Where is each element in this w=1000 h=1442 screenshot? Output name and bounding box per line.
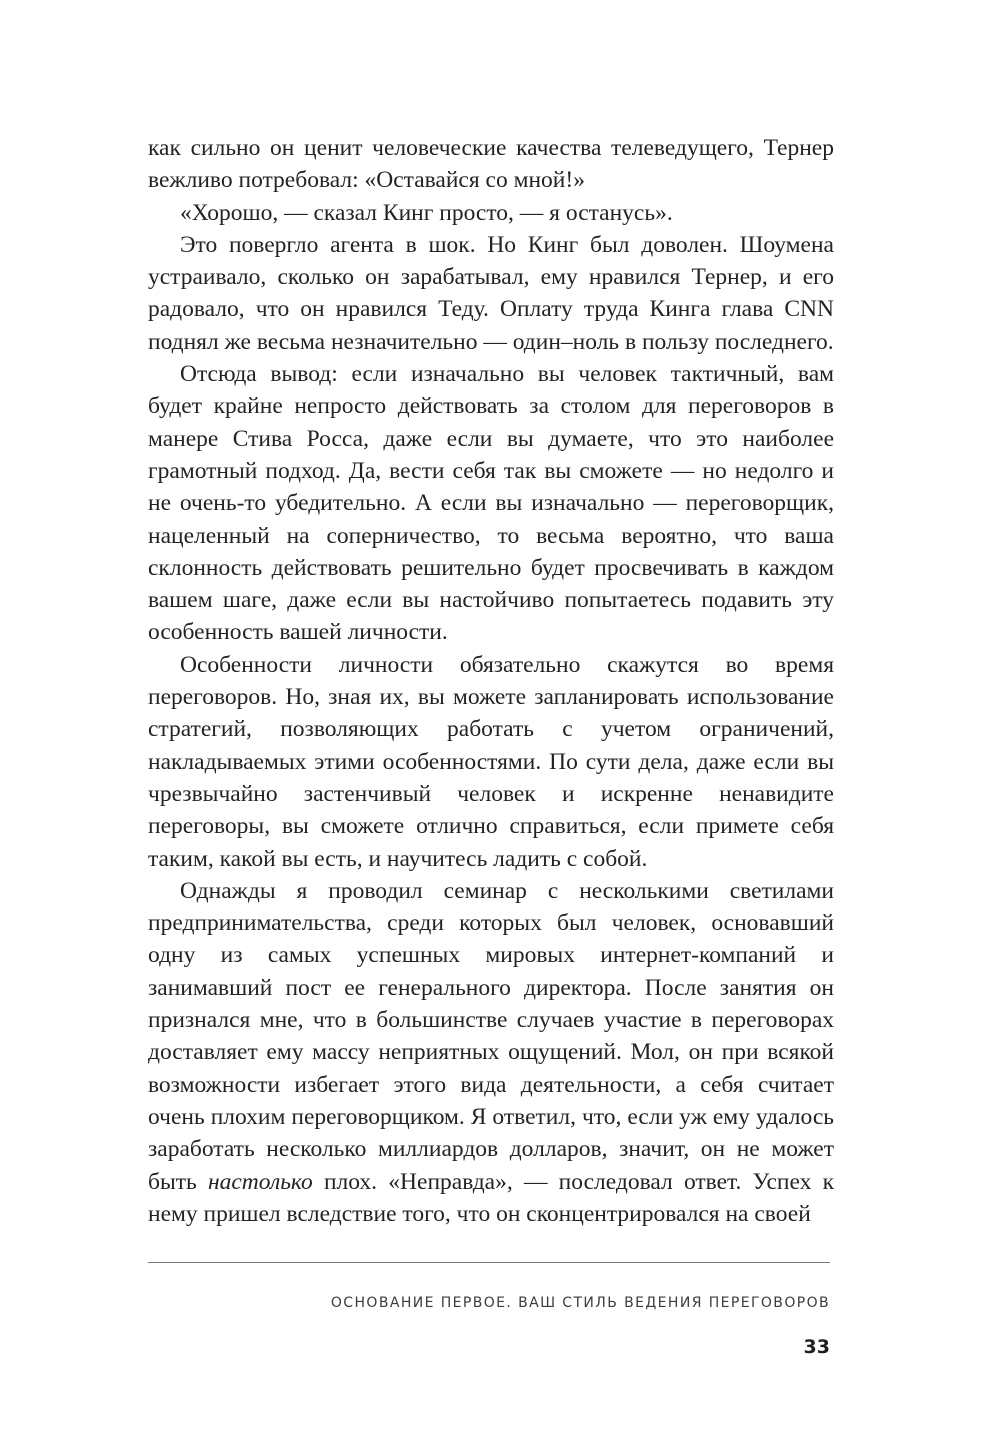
paragraph: Особенности личности обязательно скажутся во время переговоров. Но, зная их, вы можете запланировать использование стратегий, позволяющих работать с учетом ограничений, накладываемых этими особенностями. По сути дела, даже если вы чрезвычайно застенчивый человек и искренне ненавидите переговоры, вы сможете отлично справиться, если примете себя таким, какой вы есть, и научитесь ладить с собой. [148,651,834,872]
paragraph-last [148,875,834,1230]
emphasis-text: настолько [207,1168,313,1195]
page-number: 33 [803,1336,830,1358]
paragraph: Это повергло агента в шок. Но Кинг был доволен. Шоумена устраивало, сколько он зарабатывал, ему нравился Тернер, и его радовало, что он нравился Теду. Оплату труда Кинга глава CNN поднял же весьма незначительно — один–ноль в пользу последнего. [148,231,834,355]
running-title: ОСНОВАНИЕ ПЕРВОЕ. ВАШ СТИЛЬ ВЕДЕНИЯ ПЕРЕГОВОРОВ [330,1295,830,1311]
paragraph-text: Однажды я проводил семинар с несколькими светилами предпринимательства, среди которых был человек, основавший одну из самых успешных мировых интернет-компаний и занимавший пост ее генерального директора. После занятия он признался мне, что в большинстве случаев участие в переговорах доставляет ему массу неприятных ощущений. Мол, он при всякой возможности избегает этого вида деятельности, а себя считает очень плохим переговорщиком. Я ответил, что, если уж ему удалось заработать несколько миллиардов долларов, значит, он не может быть [148,877,834,1195]
body-text [148,132,834,1230]
paragraph: Отсюда вывод: если изначально вы человек тактичный, вам будет крайне непросто действовать за столом для переговоров в манере Стива Росса, даже если вы думаете, что это наиболее грамотный подход. Да, вести себя так вы сможете — но недолго и не очень-то убедительно. А если вы изначально — переговорщик, нацеленный на соперничество, то весьма вероятно, что ваша склонность действовать решительно будет просвечивать в каждом вашем шаге, даже если вы настойчиво попытаетесь подавить эту особенность вашей личности. [148,361,834,646]
paragraph-continuation: как сильно он ценит человеческие качества телеведущего, Тернер вежливо потребовал: «Оставайся со мной!» [148,135,834,194]
paragraph-tail: плох. «Неправда», — последовал ответ. Успех к нему пришел вследствие того, что он сконцентрировался на своей [148,1168,835,1227]
paragraph: «Хорошо, — сказал Кинг просто, — я останусь». [180,199,673,226]
footer-divider [148,1262,830,1263]
